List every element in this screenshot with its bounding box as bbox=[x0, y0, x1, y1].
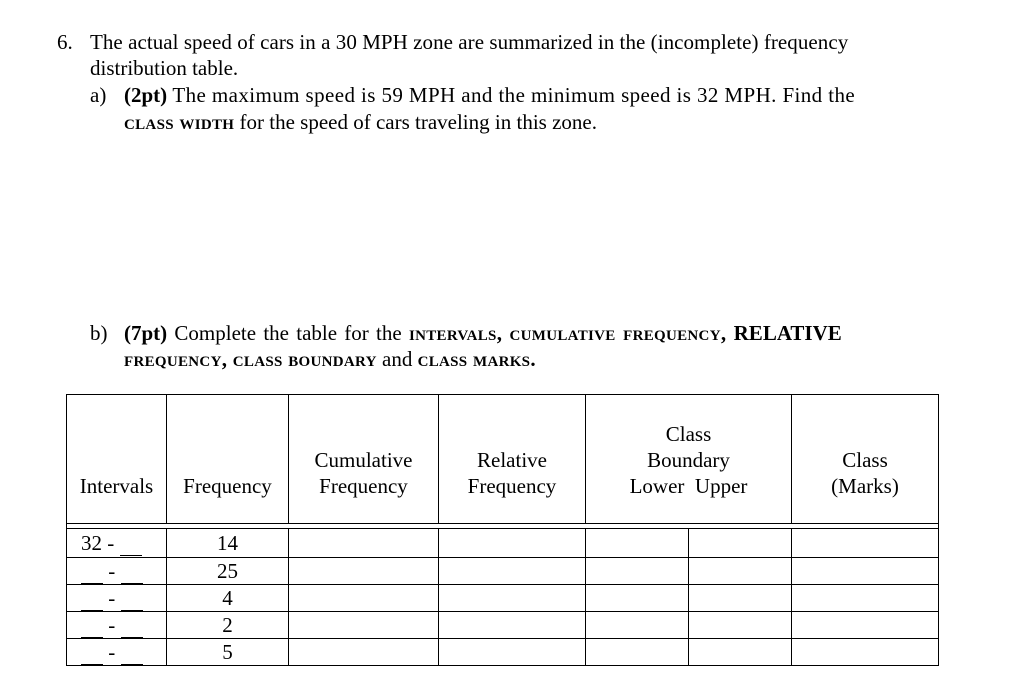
part-a-line-1 bbox=[124, 82, 855, 108]
frequency-cell: 14 bbox=[167, 529, 289, 558]
table-header-row bbox=[67, 395, 939, 524]
boundary-lower-cell[interactable] bbox=[586, 612, 689, 639]
interval-cell[interactable]: - bbox=[67, 639, 167, 666]
cumulative-cell[interactable] bbox=[289, 612, 439, 639]
boundary-upper-cell[interactable] bbox=[689, 585, 792, 612]
cumulative-cell[interactable] bbox=[289, 529, 439, 558]
question-text-line-2: distribution table. bbox=[90, 56, 239, 80]
class-mark-cell[interactable] bbox=[792, 585, 939, 612]
cumulative-cell[interactable] bbox=[289, 585, 439, 612]
table-row bbox=[67, 585, 939, 612]
boundary-upper-cell[interactable] bbox=[689, 529, 792, 558]
question-text-line-1: The actual speed of cars in a 30 MPH zone are summarized in the (incomplete) frequency bbox=[90, 30, 849, 54]
boundary-upper-cell[interactable] bbox=[689, 612, 792, 639]
part-b-line-1 bbox=[124, 320, 842, 346]
frequency-distribution-table bbox=[66, 394, 939, 666]
relative-cell[interactable] bbox=[439, 529, 586, 558]
part-a-term-class-width: class width bbox=[124, 110, 235, 134]
interval-cell[interactable]: 32 - bbox=[67, 529, 167, 558]
boundary-upper-cell[interactable] bbox=[689, 558, 792, 585]
part-b-line-2 bbox=[124, 346, 536, 372]
header-cumulative-frequency: Cumulative Frequency bbox=[289, 395, 439, 524]
class-mark-cell[interactable] bbox=[792, 558, 939, 585]
interval-cell[interactable]: - bbox=[67, 612, 167, 639]
boundary-lower-cell[interactable] bbox=[586, 529, 689, 558]
part-b-term-cumulative: cumulative frequency, bbox=[509, 321, 727, 345]
table-row bbox=[67, 558, 939, 585]
part-b-label: b) bbox=[90, 321, 108, 345]
header-intervals: Intervals bbox=[67, 395, 167, 524]
header-class-boundary: Class Boundary Lower Upper bbox=[586, 395, 792, 524]
interval-cell[interactable]: - bbox=[67, 585, 167, 612]
relative-cell[interactable] bbox=[439, 558, 586, 585]
question-number: 6. bbox=[57, 30, 73, 54]
table-row bbox=[67, 639, 939, 666]
relative-cell[interactable] bbox=[439, 639, 586, 666]
part-a-text-2: for the speed of cars traveling in this zone. bbox=[239, 110, 597, 134]
part-b-term-class-marks: class marks. bbox=[417, 347, 536, 371]
boundary-lower-cell[interactable] bbox=[586, 639, 689, 666]
frequency-table-container bbox=[66, 394, 939, 666]
class-mark-cell[interactable] bbox=[792, 639, 939, 666]
part-b-term-relative: RELATIVE bbox=[733, 321, 842, 345]
header-class-marks: Class (Marks) bbox=[792, 395, 939, 524]
frequency-cell: 2 bbox=[167, 612, 289, 639]
part-a-text: The maximum speed is 59 MPH and the minimum speed is 32 MPH. Find the bbox=[172, 83, 856, 107]
interval-cell[interactable]: - bbox=[67, 558, 167, 585]
header-frequency: Frequency bbox=[167, 395, 289, 524]
cumulative-cell[interactable] bbox=[289, 558, 439, 585]
table-row bbox=[67, 529, 939, 558]
part-b-term-intervals: intervals, bbox=[408, 321, 503, 345]
boundary-lower-cell[interactable] bbox=[586, 585, 689, 612]
part-b-and: and bbox=[382, 347, 413, 371]
relative-cell[interactable] bbox=[439, 612, 586, 639]
boundary-upper-cell[interactable] bbox=[689, 639, 792, 666]
part-b-text: Complete the table for the bbox=[174, 321, 402, 345]
part-a-points: (2pt) bbox=[124, 83, 168, 107]
class-mark-cell[interactable] bbox=[792, 612, 939, 639]
frequency-cell: 5 bbox=[167, 639, 289, 666]
part-b-term-frequency-boundary: frequency, class boundary bbox=[124, 347, 377, 371]
class-mark-cell[interactable] bbox=[792, 529, 939, 558]
header-relative-frequency: Relative Frequency bbox=[439, 395, 586, 524]
frequency-cell: 4 bbox=[167, 585, 289, 612]
relative-cell[interactable] bbox=[439, 585, 586, 612]
boundary-lower-cell[interactable] bbox=[586, 558, 689, 585]
cumulative-cell[interactable] bbox=[289, 639, 439, 666]
table-row bbox=[67, 612, 939, 639]
frequency-cell: 25 bbox=[167, 558, 289, 585]
part-a-line-2 bbox=[124, 109, 597, 135]
part-a-label: a) bbox=[90, 83, 107, 107]
part-b-points: (7pt) bbox=[124, 321, 168, 345]
